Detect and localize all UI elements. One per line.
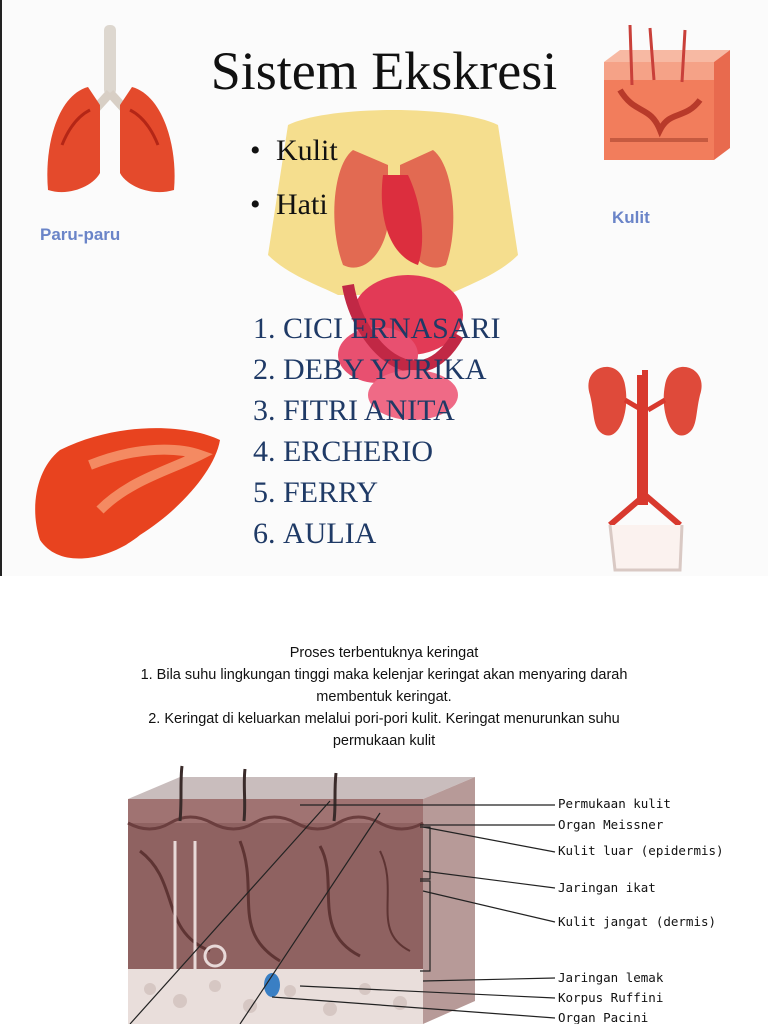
member-name: FITRI ANITA (283, 394, 455, 427)
member-number: 1. (253, 312, 276, 345)
label-ruffini-corpuscle: Korpus Ruffini (558, 990, 664, 1005)
member-number: 6. (253, 517, 276, 550)
slide-title: Sistem Ekskresi (210, 41, 558, 101)
member-number: 5. (253, 476, 276, 509)
member-number: 2. (253, 353, 276, 386)
bullet-dot-icon: • (250, 188, 261, 221)
member-name: AULIA (283, 517, 377, 550)
skin-cross-section-diagram (120, 761, 560, 1024)
label-skin-surface: Permukaan kulit (558, 796, 671, 811)
member-item (253, 517, 501, 558)
member-item (253, 476, 501, 517)
bullet-item-hati (250, 188, 338, 242)
member-item (253, 435, 501, 476)
label-epidermis: Kulit luar (epidermis) (558, 843, 724, 858)
member-name: DEBY YURIKA (283, 353, 487, 386)
process-heading: Proses terbentuknya keringat (289, 645, 479, 661)
process-line: 2. Keringat di keluarkan melalui pori-pori kulit. Keringat menurunkan suhu (148, 711, 620, 727)
label-pacini-organ: Organ Pacini (558, 1010, 649, 1024)
member-number: 4. (253, 435, 276, 468)
bullet-item-kulit (250, 134, 338, 188)
skin-caption: Kulit (612, 208, 650, 227)
bullet-label: Kulit (276, 134, 338, 167)
organ-bullet-list (250, 134, 338, 242)
label-connective-tissue: Jaringan ikat (558, 880, 656, 895)
member-item (253, 312, 501, 353)
process-line: membentuk keringat. (316, 689, 452, 705)
label-meissner-organ: Organ Meissner (558, 817, 664, 832)
member-name: FERRY (283, 476, 379, 509)
member-number: 3. (253, 394, 276, 427)
process-line: 1. Bila suhu lingkungan tinggi maka kelenjar keringat akan menyaring darah (140, 667, 628, 683)
member-name: ERCHERIO (283, 435, 433, 468)
group-member-list (253, 312, 501, 558)
bullet-label: Hati (276, 188, 328, 221)
member-name: CICI ERNASARI (283, 312, 501, 345)
member-item (253, 353, 501, 394)
sweat-process-text (60, 642, 708, 756)
kidneys-illustration (570, 355, 720, 575)
bullet-dot-icon: • (250, 134, 261, 167)
member-item (253, 394, 501, 435)
label-fat-tissue: Jaringan lemak (558, 970, 664, 985)
slide-sweat-formation (0, 576, 768, 1024)
process-line: permukaan kulit (332, 733, 436, 749)
lungs-caption: Paru-paru (40, 225, 121, 244)
label-dermis: Kulit jangat (dermis) (558, 914, 717, 929)
liver-illustration (20, 410, 230, 575)
